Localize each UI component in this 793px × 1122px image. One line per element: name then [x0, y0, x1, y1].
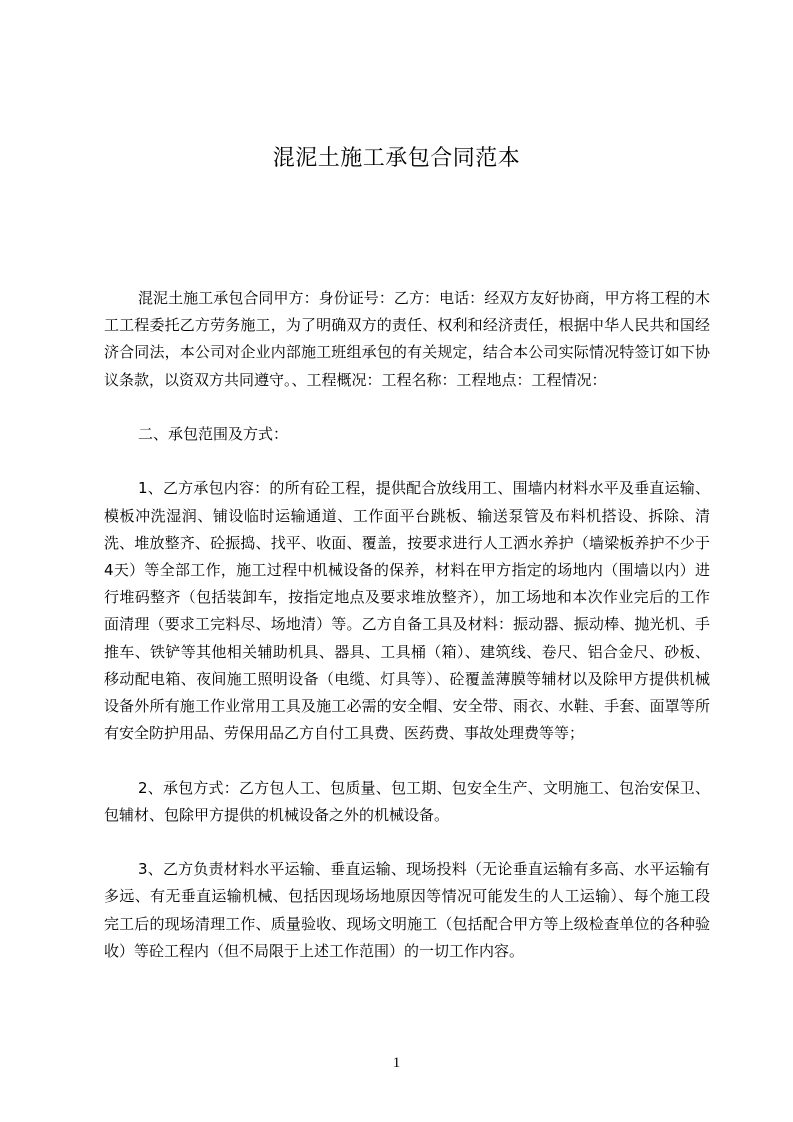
paragraph-item-2: 2、承包方式：乙方包人工、包质量、包工期、包安全生产、文明施工、包治安保卫、包辅材、包除甲方提供的机械设备之外的机械设备。: [104, 778, 710, 824]
paragraph-intro: 混泥土施工承包合同甲方：身份证号：乙方：电话：经双方友好协商，甲方将工程的木工工程委托乙方劳务施工，为了明确双方的责任、权利和经济责任，根据中华人民共和国经济合同法，本公司对企业内部施工班组承包的有关规定，结合本公司实际情况特签订如下协议条款，以资双方共同遵守。、工程概况：工程名称：工程地点：工程情况：: [104, 289, 710, 389]
document-title: 混泥土施工承包合同范本: [272, 146, 521, 171]
paragraph-section-heading: 二、承包范围及方式：: [138, 425, 289, 443]
document-body: [104, 285, 710, 992]
paragraph-item-3: 3、乙方负责材料水平运输、垂直运输、现场投料（无论垂直运输有多高、水平运输有多远、有无垂直运输机械、包括因现场场地原因等情况可能发生的人工运输）、每个施工段完工后的现场清理工作、质量验收、现场文明施工（包括配合甲方等上级检查单位的各种验收）等砼工程内（但不局限于上述工作范围）的一切工作内容。: [104, 860, 710, 960]
page-number: 1: [392, 1055, 401, 1071]
paragraph-item-1: 1、乙方承包内容：的所有砼工程，提供配合放线用工、围墙内材料水平及垂直运输、模板冲洗湿润、铺设临时运输通道、工作面平台跳板、输送泵管及布料机搭设、拆除、清洗、堆放整齐、砼振捣、找平、收面、覆盖，按要求进行人工洒水养护（墙梁板养护不少于4天）等全部工作，施工过程中机械设备的保养，材料在甲方指定的场地内（围墙以内）进行堆码整齐（包括装卸车，按指定地点及要求堆放整齐），加工场地和本次作业完后的工作面清理（要求工完料尽、场地清）等。乙方自备工具及材料：振动器、振动棒、抛光机、手推车、铁铲等其他相关辅助机具、器具、工具桶（箱）、建筑线、卷尺、铝合金尺、砂板、移动配电箱、夜间施工照明设备（电缆、灯具等）、砼覆盖薄膜等辅材以及除甲方提供机械设备外所有施工作业常用工具及施工必需的安全帽、安全带、雨衣、水鞋、手套、面罩等所有安全防护用品、劳保用品乙方自付工具费、医药费、事故处理费等等；: [104, 479, 710, 743]
